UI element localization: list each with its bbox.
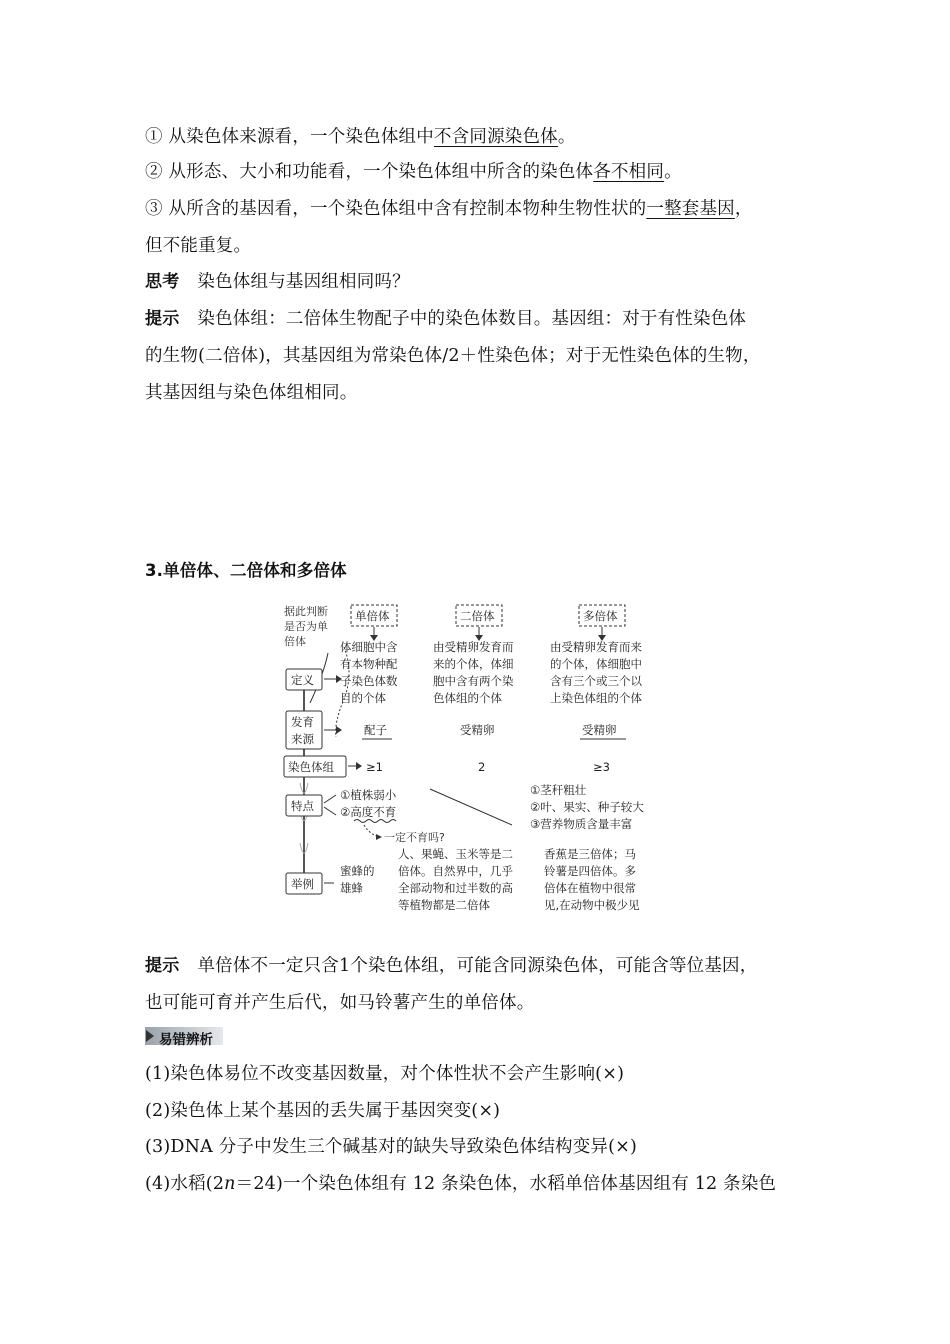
svg-text:①植株弱小: ①植株弱小 (340, 788, 397, 802)
svg-text:色体组的个体: 色体组的个体 (433, 691, 502, 705)
svg-text:①茎秆粗壮: ①茎秆粗壮 (530, 783, 587, 797)
hint-1-line-2: 的生物(二倍体)，其基因组为常染色体/2＋性染色体；对于无性染色体的生物， (145, 346, 761, 366)
note-line: 倍体 (284, 635, 306, 648)
svg-text:含有三个或三个以: 含有三个或三个以 (550, 674, 642, 688)
origin-diploid: 受精卵 (460, 723, 495, 737)
svg-text:来源: 来源 (291, 732, 314, 746)
svg-text:铃薯是四倍体。多: 铃薯是四倍体。多 (544, 864, 636, 878)
row-origin (286, 711, 342, 749)
underlined-key-phrase: 不含同源染色体 (433, 127, 558, 147)
row-examples (286, 873, 334, 894)
note-line: 据此判断 (284, 605, 328, 618)
svg-text:目的个体: 目的个体 (340, 691, 386, 705)
hint-label: 提示 (145, 956, 180, 976)
svg-text:由受精卵发育而来: 由受精卵发育而来 (550, 640, 642, 654)
svg-text:的个体，体细胞中: 的个体，体细胞中 (550, 657, 642, 671)
svg-text:有本物种配: 有本物种配 (340, 657, 398, 671)
svg-text:发育: 发育 (291, 715, 314, 729)
svg-text:上染色体组的个体: 上染色体组的个体 (550, 691, 642, 705)
row-chromosome-sets (284, 756, 362, 777)
svg-text:倍体在植物中很常: 倍体在植物中很常 (544, 881, 636, 895)
svg-text:人、果蝇、玉米等是二: 人、果蝇、玉米等是二 (398, 847, 513, 861)
header-polyploid (579, 605, 625, 641)
point-3-continued: 但不能重复。 (145, 236, 252, 256)
svg-text:特点: 特点 (291, 799, 314, 813)
svg-text:见,在动物中极少见: 见,在动物中极少见 (544, 898, 640, 912)
svg-text:单倍体: 单倍体 (355, 609, 390, 623)
row-definition (286, 669, 342, 690)
origin-polyploid: 受精卵 (582, 723, 617, 737)
hint-label: 提示 (145, 309, 180, 329)
svg-text:雄蜂: 雄蜂 (340, 881, 363, 895)
svg-text:②叶、果实、种子较大: ②叶、果实、种子较大 (530, 800, 644, 814)
error-item-2: (2)染色体上某个基因的丢失属于基因突变(×) (145, 1101, 501, 1121)
note-line: 是否为单 (284, 620, 328, 633)
error-item-1: (1)染色体易位不改变基因数量，对个体性状不会产生影响(×) (145, 1064, 625, 1084)
svg-text:等植物都是二倍体: 等植物都是二倍体 (398, 898, 490, 912)
svg-text:来的个体，体细: 来的个体，体细 (433, 657, 514, 671)
origin-haploid: 配子 (364, 723, 387, 737)
underlined-key-phrase: 各不相同 (593, 162, 665, 182)
contrast-line (430, 789, 512, 825)
wavy-underline (354, 820, 396, 823)
header-haploid (351, 605, 397, 641)
svg-text:由受精卵发育而: 由受精卵发育而 (433, 640, 514, 654)
hint-2-line-1: 提示 单倍体不一定只含1个染色体组，可能含同源染色体，可能含等位基因， (145, 956, 758, 976)
svg-text:全部动物和过半数的高: 全部动物和过半数的高 (398, 881, 513, 895)
error-item-4: (4)水稻(2n＝24)一个染色体组有 12 条染色体，水稻单倍体基因组有 12 条染色 (145, 1174, 777, 1194)
svg-text:多倍体: 多倍体 (583, 609, 618, 623)
svg-text:③营养物质含量丰富: ③营养物质含量丰富 (530, 817, 633, 831)
section-3-title: 3.单倍体、二倍体和多倍体 (145, 561, 347, 580)
svg-text:②高度不育: ②高度不育 (340, 805, 397, 819)
svg-text:染色体组: 染色体组 (288, 760, 334, 774)
point-1: ① 从染色体来源看，一个染色体组中不含同源染色体。 (145, 127, 576, 147)
svg-text:一定不育吗?: 一定不育吗? (384, 831, 445, 844)
sets-haploid: ≥1 (366, 760, 383, 774)
header-diploid (456, 605, 502, 641)
hint-1-line-3: 其基因组与染色体组相同。 (145, 383, 358, 403)
svg-text:蜜蜂的: 蜜蜂的 (340, 864, 375, 878)
ploidy-comparison-diagram (280, 603, 662, 923)
think-label: 思考 (145, 272, 180, 292)
svg-text:香蕉是三倍体；马: 香蕉是三倍体；马 (544, 847, 636, 861)
svg-text:体细胞中含: 体细胞中含 (340, 640, 398, 654)
sets-polyploid: ≥3 (593, 760, 610, 774)
svg-text:二倍体: 二倍体 (460, 609, 495, 623)
svg-text:子染色体数: 子染色体数 (340, 674, 398, 688)
svg-text:胞中含有两个染: 胞中含有两个染 (433, 674, 514, 688)
sets-diploid: 2 (478, 760, 486, 774)
think-question: 思考 染色体组与基因组相同吗？ (145, 272, 410, 292)
point-3: ③ 从所含的基因看，一个染色体组中含有控制本物种生物性状的一整套基因， (145, 199, 753, 219)
hint-1-line-1: 提示 染色体组：二倍体生物配子中的染色体数目。基因组：对于有性染色体 (145, 309, 747, 329)
error-analysis-tag: 易错辨析 (145, 1027, 223, 1045)
svg-text:定义: 定义 (291, 673, 314, 687)
error-item-3: (3)DNA 分子中发生三个碱基对的缺失导致染色体结构变异(×) (145, 1137, 638, 1157)
row-traits (286, 795, 336, 816)
point-2: ② 从形态、大小和功能看，一个染色体组中所含的染色体各不相同。 (145, 162, 682, 182)
triangle-icon (146, 1030, 154, 1042)
svg-text:倍体。自然界中，几乎: 倍体。自然界中，几乎 (398, 864, 513, 878)
hint-2-line-2: 也可能可育并产生后代，如马铃薯产生的单倍体。 (145, 993, 535, 1013)
svg-text:举例: 举例 (291, 877, 314, 891)
underlined-key-phrase: 一整套基因 (646, 199, 735, 219)
